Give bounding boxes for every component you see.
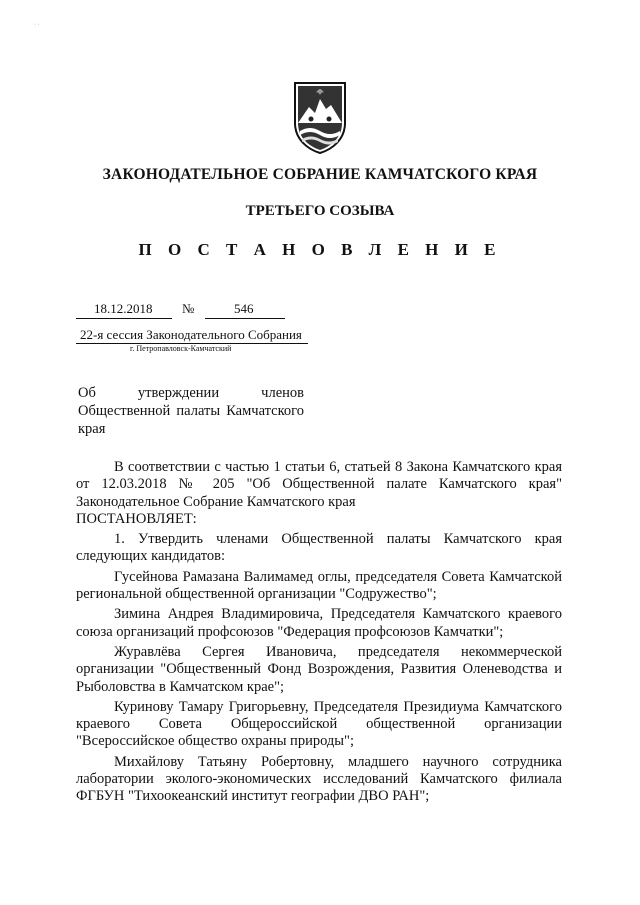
member-paragraph: Журавлёва Сергея Ивановича, председателя некоммерческой организации "Общественный Фонд Возрождения, Развития Оленеводства и Рыболовства в Камчатском крае"; (76, 643, 562, 695)
session-label: 22-я сессия Законодательного Собрания (80, 327, 302, 342)
organization-title: ЗАКОНОДАТЕЛЬНОЕ СОБРАНИЕ КАМЧАТСКОГО КРАЯ (102, 166, 538, 183)
document-body (76, 459, 562, 806)
convocation-title: ТРЕТЬЕГО СОЗЫВА (245, 203, 395, 219)
document-number: 546 (234, 301, 254, 316)
date-underline (76, 318, 172, 319)
number-underline (205, 318, 285, 319)
decree-label: ПОСТАНОВЛЯЕТ: (76, 510, 197, 527)
scan-mark: · · (34, 22, 40, 28)
city-label: г. Петропавловск-Камчатский (130, 344, 232, 353)
member-paragraph: Куринову Тамару Григорьевну, Председателя Президиума Камчатского краевого Совета Общероссийской общественной организации "Всероссийское общество охраны природы"; (76, 698, 562, 750)
number-sign: № (182, 301, 195, 316)
item-1-paragraph: 1. Утвердить членами Общественной палаты Камчатского края следующих кандидатов: (76, 531, 562, 565)
document-date: 18.12.2018 (94, 301, 153, 316)
intro-paragraph: В соответствии с частью 1 статьи 6, статьей 8 Закона Камчатского края от 12.03.2018 № 205 "Об Общественной палате Камчатского края" Законодательное Собрание Камчатского края (76, 459, 562, 510)
member-paragraph: Гусейнова Рамазана Валимамед оглы, председателя Совета Камчатской региональной общественной организации "Содружество"; (76, 568, 562, 603)
member-paragraph: Михайлову Татьяну Робертовну, младшего научного сотрудника лаборатории эколого-экономических исследований Камчатского филиала ФГБУН "Тихоокеанский институт географии ДВО РАН"; (76, 753, 562, 805)
document-type-title: П О С Т А Н О В Л Е Н И Е (138, 240, 502, 259)
member-paragraph: Зимина Андрея Владимировича, Председателя Камчатского краевого союза организаций профсоюзов "Федерация профсоюзов Камчатки"; (76, 606, 562, 640)
document-subject: Об утверждении членов Общественной палаты Камчатского края (78, 385, 304, 437)
coat-of-arms-icon (289, 79, 351, 155)
